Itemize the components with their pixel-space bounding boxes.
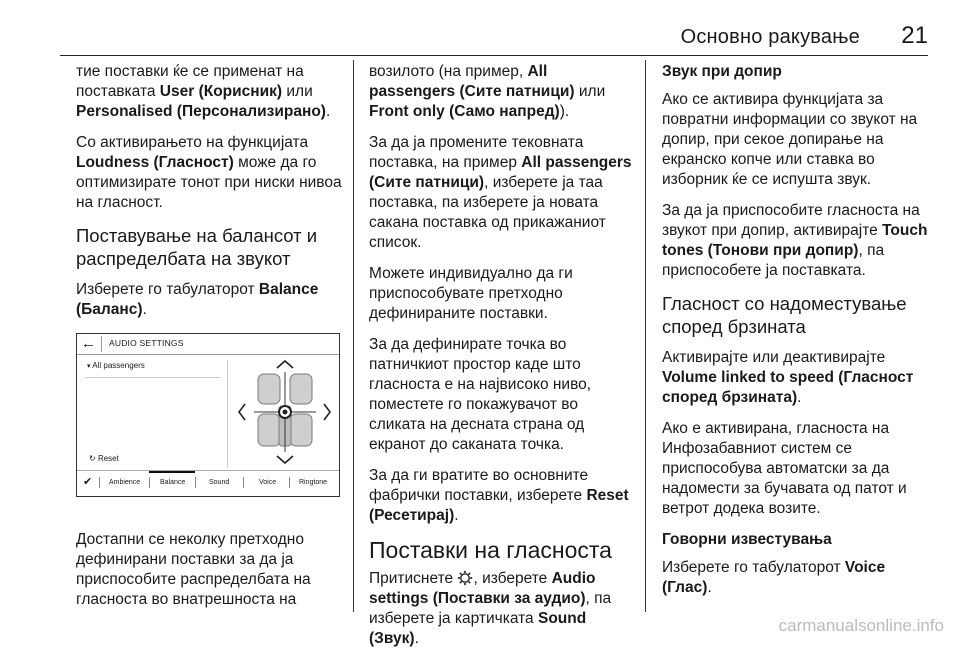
dropdown-icon: ▾: [87, 363, 91, 370]
screen-title-bar: [77, 334, 339, 355]
active-tab-indicator: [149, 471, 195, 473]
column-1-continued: [76, 530, 342, 621]
tab-balance: Balance: [160, 479, 186, 486]
divider: [85, 377, 220, 378]
watermark: carmanualsonline.info: [778, 616, 944, 635]
page-number: 21: [901, 22, 928, 49]
divider: [227, 360, 228, 468]
paragraph: Изберете го табулаторот Balance (Баланс).: [76, 281, 319, 318]
section-heading: Звук при допир: [662, 63, 782, 80]
paragraph: Достапни се неколку претходно дефинирани поставки за да ја приспособите распределбата на гласноста во внатрешноста на: [76, 531, 311, 608]
section-heading: Говорни известувања: [662, 531, 832, 548]
column-divider-2: [645, 60, 646, 612]
section-heading: Поставување на балансот и распределбата на звукот: [76, 225, 318, 269]
settings-gear-icon: [457, 570, 473, 586]
paragraph: Можете индивидуално да ги приспособувате претходно дефинираните поставки.: [369, 265, 573, 322]
header-rule: [60, 55, 928, 56]
check-icon: ✔: [83, 476, 93, 488]
paragraph: Изберете го табулаторот Voice (Глас).: [662, 559, 886, 596]
paragraph: Притиснете , изберете Audio settings (Поставки за аудио), па изберете ја картичката Sound (Звук).: [369, 570, 612, 647]
right-arrow-icon: [324, 404, 330, 420]
left-arrow-icon: [239, 404, 245, 420]
paragraph: Активирајте или деактивирајте Volume linked to speed (Гласност според брзината).: [662, 349, 914, 406]
up-arrow-icon: [277, 361, 293, 368]
audio-settings-screenshot: [76, 333, 340, 497]
paragraph: возилото (на пример, All passengers (Сите патници) или Front only (Само напред)).: [369, 63, 606, 120]
column-1: [76, 62, 342, 331]
paragraph: Ако се активира функцијата за повратни информации со звукот на допир, при секое допирање на екранско копче или ставка во изборник ќе се испушта звук.: [662, 91, 918, 188]
section-heading: Поставки на гласноста: [369, 537, 612, 563]
divider: [101, 336, 102, 352]
paragraph: Со активирањето на функцијата Loudness (Гласност) може да го оптимизирате тонот при ниски нивоа на гласност.: [76, 134, 342, 211]
section-heading: Гласност со надоместување според брзината: [662, 293, 907, 337]
page-header: [60, 18, 928, 54]
screen-title: AUDIO SETTINGS: [109, 338, 184, 348]
reset-icon: ↻: [89, 454, 96, 463]
chapter-title: Основно ракување: [680, 26, 860, 48]
reset-option: ↻ Reset: [89, 454, 119, 463]
tab-ambience: Ambience: [109, 479, 141, 486]
paragraph: За да дефинирате точка во патничкиот простор каде што гласноста е на највисоко ниво, поместете го покажувачот во сликата на десната страна од екранот до саканата точка.: [369, 336, 592, 453]
column-2: [369, 62, 635, 660]
column-divider-1: [353, 60, 354, 612]
paragraph: За да ја приспособите гласноста на звукот при допир, активирајте Touch tones (Тонови при допир), па приспособете ја поставката.: [662, 202, 928, 279]
tab-ringtone: Ringtone: [299, 479, 328, 486]
seat-balance-graphic: [232, 356, 337, 470]
down-arrow-icon: [277, 456, 293, 463]
paragraph: Ако е активирана, гласноста на Инфозабавниот систем се приспособува автоматски за да надомести за бучавата од патот и ветрот додека возите.: [662, 420, 907, 517]
column-3: [662, 62, 934, 609]
tab-bar: [77, 470, 339, 495]
tab-voice: Voice: [259, 479, 277, 486]
paragraph: За да ги вратите во основните фабрички поставки, изберете Reset (Ресетирај).: [369, 467, 629, 524]
passenger-option: ▾ All passengers: [87, 361, 145, 370]
back-arrow-icon: ←: [81, 335, 96, 352]
paragraph: тие поставки ќе се применат на поставката User (Корисник) или Personalised (Персонализирано).: [76, 63, 331, 120]
paragraph: За да ја промените тековната поставка, на пример All passengers (Сите патници), изберете ја таа поставка, па изберете ја новата сакана поставка од прикажаниот список.: [369, 134, 632, 251]
tab-sound: Sound: [209, 479, 230, 486]
